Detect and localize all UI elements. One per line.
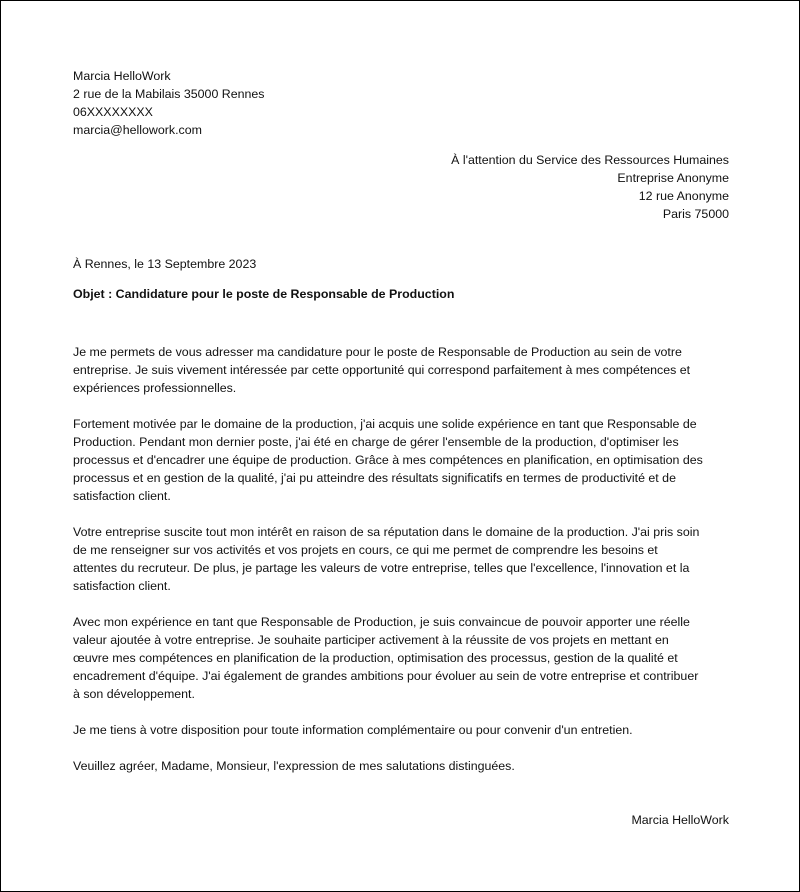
sender-email: marcia@hellowork.com — [73, 123, 202, 137]
sender-phone: 06XXXXXXXX — [73, 105, 153, 119]
sender-name: Marcia HelloWork — [73, 69, 171, 83]
closing-line: Veuillez agréer, Madame, Monsieur, l'expression de mes salutations distinguées. — [73, 759, 515, 773]
paragraph-line: expériences professionnelles. — [73, 381, 237, 395]
paragraph-line: Je me tiens à votre disposition pour toute information complémentaire ou pour convenir d'un entretien. — [73, 723, 633, 737]
paragraph-line: Je me permets de vous adresser ma candidature pour le poste de Responsable de Production au sein de votre — [73, 345, 682, 359]
body-paragraph — [73, 613, 729, 703]
sender-address: 2 rue de la Mabilais 35000 Rennes — [73, 87, 265, 101]
body-paragraph — [73, 721, 729, 739]
subject-line: Objet : Candidature pour le poste de Responsable de Production — [73, 287, 455, 301]
recipient-company: Entreprise Anonyme — [617, 171, 729, 185]
body-paragraph — [73, 523, 729, 595]
paragraph-line: valeur ajoutée à votre entreprise. Je souhaite participer activement à la réussite de vos projets en mettant en — [73, 633, 669, 647]
recipient-street: 12 rue Anonyme — [638, 189, 729, 203]
paragraph-line: de me renseigner sur vos activités et vos projets en cours, ce qui me permet de comprendre les besoins et — [73, 543, 658, 557]
paragraph-line: processus et d'encadrer une équipe de production. Grâce à mes compétences en planification, en optimisation des — [73, 453, 703, 467]
body-paragraph — [73, 415, 729, 505]
date-line: À Rennes, le 13 Septembre 2023 — [73, 257, 257, 271]
paragraph-line: à son développement. — [73, 687, 195, 701]
paragraph-line: satisfaction client. — [73, 489, 171, 503]
paragraph-line: Avec mon expérience en tant que Responsable de Production, je suis convaincue de pouvoir apporter une réelle — [73, 615, 690, 629]
recipient-attention: À l'attention du Service des Ressources Humaines — [451, 153, 729, 167]
paragraph-line: processus et en gestion de la qualité, j'ai pu atteindre des résultats significatifs en termes de productivité et de — [73, 471, 676, 485]
paragraph-line: Production. Pendant mon dernier poste, j'ai été en charge de gérer l'ensemble de la production, d'optimiser les — [73, 435, 679, 449]
paragraph-line: Fortement motivée par le domaine de la production, j'ai acquis une solide expérience en tant que Responsable de — [73, 417, 697, 431]
body-paragraph — [73, 343, 729, 397]
signature: Marcia HelloWork — [631, 813, 729, 827]
paragraph-line: encadrement d'équipe. J'ai également de grandes ambitions pour évoluer au sein de votre entreprise et contribuer — [73, 669, 699, 683]
sender-block — [73, 67, 729, 139]
paragraph-line: œuvre mes compétences en planification de la production, optimisation des processus, gestion de la qualité et — [73, 651, 678, 665]
paragraph-line: entreprise. Je suis vivement intéressée par cette opportunité qui correspond parfaitement à mes compétences et — [73, 363, 691, 377]
paragraph-line: attentes du recruteur. De plus, je partage les valeurs de votre entreprise, telles que l'excellence, l'innovation et la — [73, 561, 690, 575]
recipient-city: Paris 75000 — [662, 207, 729, 221]
recipient-block — [73, 151, 729, 223]
letter-body — [73, 343, 729, 757]
paragraph-line: satisfaction client. — [73, 579, 171, 593]
paragraph-line: Votre entreprise suscite tout mon intérêt en raison de sa réputation dans le domaine de la production. J'ai pris soin — [73, 525, 700, 539]
